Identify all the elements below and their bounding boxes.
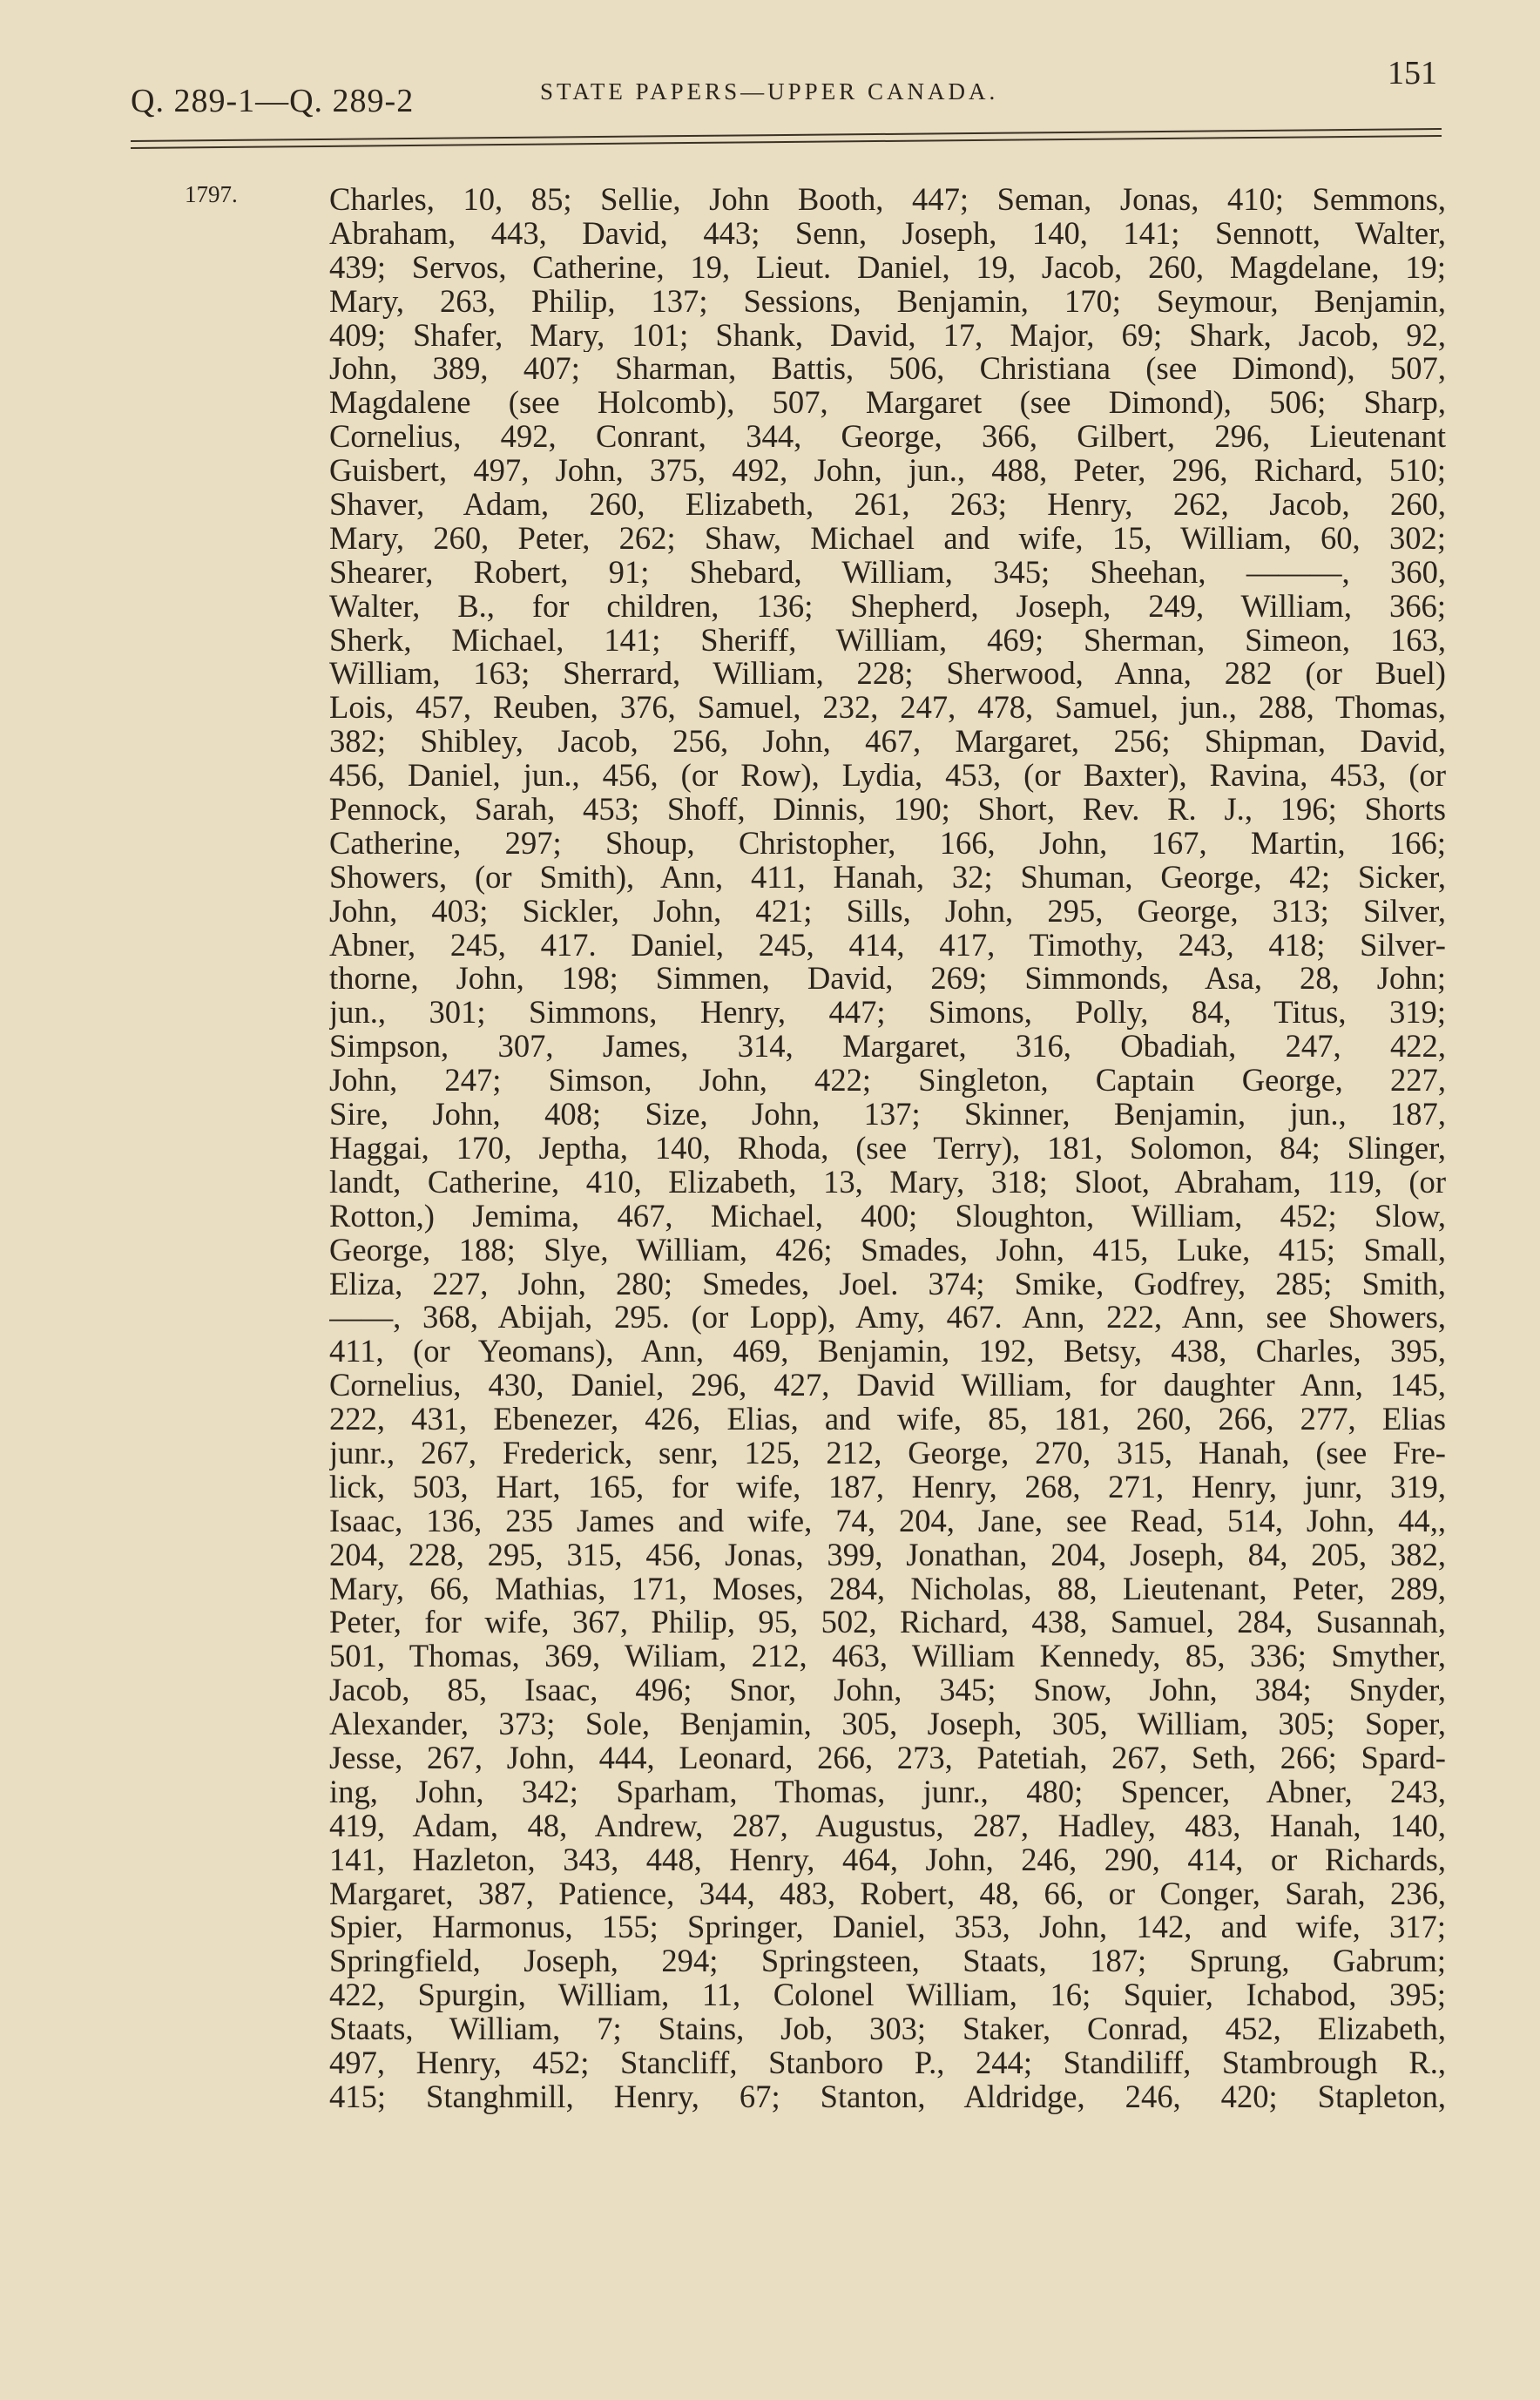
text-line: 456, Daniel, jun., 456, (or Row), Lydia, 453, (or Baxter), Ravina, 453, (or bbox=[329, 759, 1446, 794]
text-line: Mary, 66, Mathias, 171, Moses, 284, Nicholas, 88, Lieutenant, Peter, 289, bbox=[329, 1572, 1446, 1606]
margin-year: 1797. bbox=[185, 181, 238, 207]
text-line: Eliza, 227, John, 280; Smedes, Joel. 374; Smike, Godfrey, 285; Smith, bbox=[329, 1267, 1446, 1301]
text-line: Mary, 260, Peter, 262; Shaw, Michael and wife, 15, William, 60, 302; bbox=[329, 521, 1446, 556]
text-line: Springfield, Joseph, 294; Springsteen, Staats, 187; Sprung, Gabrum; bbox=[329, 1944, 1446, 1979]
text-line: Shaver, Adam, 260, Elizabeth, 261, 263; Henry, 262, Jacob, 260, bbox=[329, 488, 1446, 522]
text-line: Peter, for wife, 367, Philip, 95, 502, Richard, 438, Samuel, 284, Susannah, bbox=[329, 1606, 1446, 1640]
text-line: Haggai, 170, Jeptha, 140, Rhoda, (see Terry), 181, Solomon, 84; Slinger, bbox=[329, 1131, 1446, 1166]
text-line: John, 389, 407; Sharman, Battis, 506, Christiana (see Dimond), 507, bbox=[329, 352, 1446, 387]
text-line: John, 247; Simson, John, 422; Singleton, Captain George, 227, bbox=[329, 1064, 1446, 1099]
text-line: landt, Catherine, 410, Elizabeth, 13, Mary, 318; Sloot, Abraham, 119, (or bbox=[329, 1165, 1446, 1200]
text-line: Pennock, Sarah, 453; Shoff, Dinnis, 190; Short, Rev. R. J., 196; Shorts bbox=[329, 793, 1446, 827]
text-line: Abraham, 443, David, 443; Senn, Joseph, 140, 141; Sennott, Walter, bbox=[329, 216, 1446, 251]
text-line: 141, Hazleton, 343, 448, Henry, 464, John, 246, 290, 414, or Richards, bbox=[329, 1842, 1446, 1877]
text-line: Sire, John, 408; Size, John, 137; Skinner, Benjamin, jun., 187, bbox=[329, 1098, 1446, 1132]
text-line: 501, Thomas, 369, Wiliam, 212, 463, William Kennedy, 85, 336; Smyther, bbox=[329, 1639, 1446, 1674]
text-line: Staats, William, 7; Stains, Job, 303; Staker, Conrad, 452, Elizabeth, bbox=[329, 2012, 1446, 2046]
text-line: Shearer, Robert, 91; Shebard, William, 345; Sheehan, ———, 360, bbox=[329, 555, 1446, 590]
text-line: 497, Henry, 452; Stancliff, Stanboro P., 244; Standiliff, Stambrough R., bbox=[329, 2045, 1446, 2080]
text-line: Jesse, 267, John, 444, Leonard, 266, 273, Patetiah, 267, Seth, 266; Spard- bbox=[329, 1741, 1446, 1775]
header-rules bbox=[131, 122, 1442, 157]
text-line: Jacob, 85, Isaac, 496; Snor, John, 345; Snow, John, 384; Snyder, bbox=[329, 1673, 1446, 1708]
text-line: 411, (or Yeomans), Ann, 469, Benjamin, 192, Betsy, 438, Charles, 395, bbox=[329, 1335, 1446, 1369]
text-line: 382; Shibley, Jacob, 256, John, 467, Margaret, 256; Shipman, David, bbox=[329, 725, 1446, 760]
running-title: STATE PAPERS—UPPER CANADA. bbox=[540, 78, 999, 105]
text-line: Lois, 457, Reuben, 376, Samuel, 232, 247, 478, Samuel, jun., 288, Thomas, bbox=[329, 691, 1446, 726]
text-line: Showers, (or Smith), Ann, 411, Hanah, 32; Shuman, George, 42; Sicker, bbox=[329, 860, 1446, 895]
archive-reference: Q. 289-1—Q. 289-2 bbox=[131, 83, 415, 119]
text-line: 415; Stanghmill, Henry, 67; Stanton, Aldridge, 246, 420; Stapleton, bbox=[329, 2079, 1446, 2114]
text-line: John, 403; Sickler, John, 421; Sills, John, 295, George, 313; Silver, bbox=[329, 894, 1446, 929]
text-line: 419, Adam, 48, Andrew, 287, Augustus, 287, Hadley, 483, Hanah, 140, bbox=[329, 1808, 1446, 1843]
text-line: George, 188; Slye, William, 426; Smades, John, 415, Luke, 415; Small, bbox=[329, 1233, 1446, 1268]
text-line: Catherine, 297; Shoup, Christopher, 166, John, 167, Martin, 166; bbox=[329, 826, 1446, 861]
double-rule bbox=[131, 122, 1442, 157]
text-line: 204, 228, 295, 315, 456, Jonas, 399, Jonathan, 204, Joseph, 84, 205, 382, bbox=[329, 1538, 1446, 1572]
index-text bbox=[329, 183, 1446, 2114]
text-line: thorne, John, 198; Simmen, David, 269; Simmonds, Asa, 28, John; bbox=[329, 962, 1446, 997]
text-line: William, 163; Sherrard, William, 228; Sherwood, Anna, 282 (or Buel) bbox=[329, 657, 1446, 692]
text-line: Rotton,) Jemima, 467, Michael, 400; Sloughton, William, 452; Slow, bbox=[329, 1199, 1446, 1234]
text-line: Walter, B., for children, 136; Shepherd, Joseph, 249, William, 366; bbox=[329, 589, 1446, 624]
text-line: Margaret, 387, Patience, 344, 483, Robert, 48, 66, or Conger, Sarah, 236, bbox=[329, 1876, 1446, 1911]
text-line: Mary, 263, Philip, 137; Sessions, Benjamin, 170; Seymour, Benjamin, bbox=[329, 284, 1446, 319]
text-line: Cornelius, 492, Conrant, 344, George, 366, Gilbert, 296, Lieutenant bbox=[329, 420, 1446, 455]
text-line: 439; Servos, Catherine, 19, Lieut. Daniel, 19, Jacob, 260, Magdelane, 19; bbox=[329, 250, 1446, 285]
text-line: Abner, 245, 417. Daniel, 245, 414, 417, Timothy, 243, 418; Silver- bbox=[329, 928, 1446, 963]
text-line: ing, John, 342; Sparham, Thomas, junr., 480; Spencer, Abner, 243, bbox=[329, 1775, 1446, 1809]
text-line: ——, 368, Abijah, 295. (or Lopp), Amy, 467. Ann, 222, Ann, see Showers, bbox=[329, 1301, 1446, 1335]
text-line: Isaac, 136, 235 James and wife, 74, 204, Jane, see Read, 514, John, 44,, bbox=[329, 1504, 1446, 1538]
page-number: 151 bbox=[1388, 55, 1437, 91]
text-line: Simpson, 307, James, 314, Margaret, 316, Obadiah, 247, 422, bbox=[329, 1030, 1446, 1065]
text-line: Magdalene (see Holcomb), 507, Margaret (see Dimond), 506; Sharp, bbox=[329, 386, 1446, 421]
text-line: 422, Spurgin, William, 11, Colonel William, 16; Squier, Ichabod, 395; bbox=[329, 1978, 1446, 2013]
text-line: 222, 431, Ebenezer, 426, Elias, and wife, 85, 181, 260, 266, 277, Elias bbox=[329, 1403, 1446, 1437]
text-line: Cornelius, 430, Daniel, 296, 427, David William, for daughter Ann, 145, bbox=[329, 1369, 1446, 1403]
text-line: Spier, Harmonus, 155; Springer, Daniel, 353, John, 142, and wife, 317; bbox=[329, 1910, 1446, 1945]
text-line: 409; Shafer, Mary, 101; Shank, David, 17, Major, 69; Shark, Jacob, 92, bbox=[329, 318, 1446, 353]
text-line: lick, 503, Hart, 165, for wife, 187, Henry, 268, 271, Henry, junr, 319, bbox=[329, 1470, 1446, 1504]
text-line: Charles, 10, 85; Sellie, John Booth, 447; Seman, Jonas, 410; Semmons, bbox=[329, 183, 1446, 217]
text-line: Sherk, Michael, 141; Sheriff, William, 469; Sherman, Simeon, 163, bbox=[329, 623, 1446, 658]
text-line: jun., 301; Simmons, Henry, 447; Simons, Polly, 84, Titus, 319; bbox=[329, 996, 1446, 1031]
text-line: Alexander, 373; Sole, Benjamin, 305, Joseph, 305, William, 305; Soper, bbox=[329, 1707, 1446, 1741]
text-line: Guisbert, 497, John, 375, 492, John, jun., 488, Peter, 296, Richard, 510; bbox=[329, 454, 1446, 489]
text-line: junr., 267, Frederick, senr, 125, 212, George, 270, 315, Hanah, (see Fre- bbox=[329, 1436, 1446, 1470]
page-header bbox=[131, 51, 1437, 119]
